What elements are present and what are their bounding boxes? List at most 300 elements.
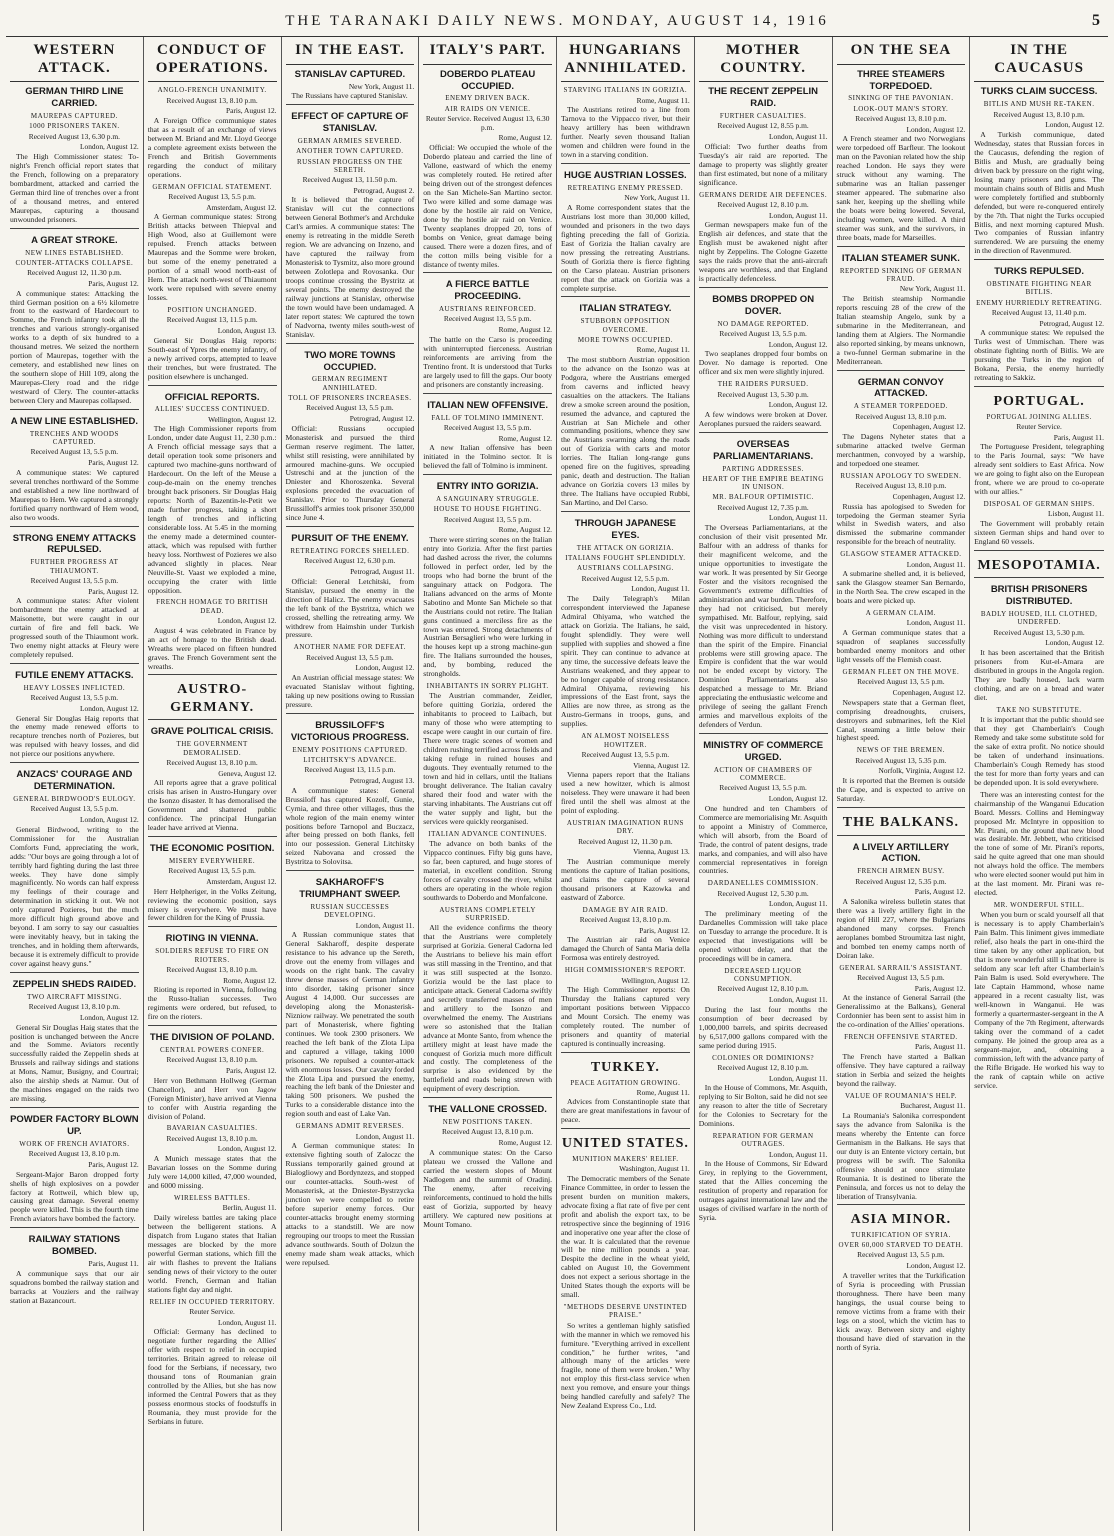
article-body: Russia has apologised to Sweden for torpedoing the German steamer Syria whilst in Swedish waters, and also dismissed the submarine commander responsible for the breach of neutrality. xyxy=(836,501,966,547)
article-headline: TURKS REPULSED. xyxy=(994,266,1084,278)
article xyxy=(974,259,1104,383)
article xyxy=(699,86,828,187)
column-title: WESTERN ATTACK. xyxy=(10,39,139,82)
article-headline: OFFICIAL REPORTS. xyxy=(164,391,260,403)
article xyxy=(148,1298,277,1427)
article-dateline: Copenhagen, August 12. xyxy=(892,422,966,432)
article xyxy=(974,901,1104,1090)
article-received-line: Received August 12, 8.10 p.m. xyxy=(717,984,809,994)
article-body: The preliminary meeting of the Dardanelles Commission will take place on Tuesday to arrange the procedure. It is expected that investigations will be opened without delay, and that the proceedings will be in camera. xyxy=(698,909,828,963)
article-headline: RIOTING IN VIENNA. xyxy=(165,933,259,945)
article-headline: AUSTRO-GERMANY. xyxy=(170,682,255,715)
article xyxy=(148,1194,277,1295)
article-subheading: THE RAIDERS PURSUED. xyxy=(717,380,809,389)
article-subheading: MR. WONDERFUL STILL. xyxy=(993,901,1085,910)
article-headline: BRUSSILOFF'S VICTORIOUS PROGRESS. xyxy=(290,719,409,743)
article-received-line: Received August 12, 6.30 p.m. xyxy=(304,556,396,566)
article-received-line: Received August 13, 5.5 p.m. xyxy=(719,783,807,793)
article-dateline: Vienna, August 13. xyxy=(633,847,690,857)
article xyxy=(10,86,139,224)
article-body: August 4 was celebrated in France by an act of homage to the British dead. Wreaths were placed on fifteen hundred graves. The French Government sent the wreaths. xyxy=(147,625,277,671)
article-received-line: Received August 13, 5.5 p.m. xyxy=(719,329,807,338)
article-body: A Turkish communique, dated Wednesday, states that Russian forces in the Caucasus, defending the region of Bitlis and Mush, are gradually being driven back by pressure on the right wing, losing many prisoners and guns. The mountain chains south of Bitlis and Mush were completely fortified and stubbornly defended, but were re-conquered entirely by the 7th. That night the Turks occupied Bitlis, and next morning captured Mush. Two companies of Russian infantry surrendered. We are pursuing the enemy in the direction of Ravenmured. xyxy=(974,129,1104,256)
article-body: Advices from Constantinople state that there are great manifestations in favour of peace. xyxy=(561,1097,690,1125)
article-headline: ANZACS' COURAGE AND DETERMINATION. xyxy=(16,769,133,793)
article-headline: RAILWAY STATIONS BOMBED. xyxy=(28,1234,121,1258)
article-body: Rioting is reported in Vienna, following the Russo-Italian successes. Two regiments were ordered, but refused, to fire on the rioters. xyxy=(147,985,277,1022)
article-headline: BRITISH PRISONERS DISTRIBUTED. xyxy=(990,584,1088,608)
article-dateline: London, August 12. xyxy=(80,1012,139,1022)
article-body: It is reported that the Bremen is outside the Cape, and is expected to arrive on Saturday. xyxy=(836,776,966,804)
article-dateline: Petrograd, August 13. xyxy=(349,775,415,785)
columns-grid xyxy=(6,37,1108,1531)
article xyxy=(286,69,415,102)
article xyxy=(10,228,139,406)
article-subheading: REPORTED SINKING OF GERMAN FRAUD. xyxy=(839,266,962,283)
article xyxy=(423,474,552,679)
column-6 xyxy=(695,37,833,1531)
article-subheading: DECREASED LIQUOR CONSUMPTION. xyxy=(724,966,802,984)
article-body: The British steamship Normandie reports rescuing 28 of the crew of the Italian steamship Angelo, sunk by a submarine in the Mediterranean, and landing them at Algiers. The Normandie also reported sinking, by means unknown, a two-funnel German submarine in the Mediterranean. xyxy=(836,293,966,366)
article xyxy=(974,500,1104,547)
article-subheading: GENERAL SARRAIL'S ASSISTANT. xyxy=(839,963,963,972)
article-dateline: Petrograd, August 2. xyxy=(353,185,415,195)
column-4 xyxy=(419,37,557,1531)
article-body: The Overseas Parliamentarians, at the conclusion of their visit presented Mr. Balfour with an address of thanks for their magnificent welcome, and the unique opportunities to investigate the war work. It was presented by Sir George Foster and the visitors recognised the Government's extreme difficulties of administration and war burden. Therefore, they had not criticised, but merely sympathised. Mr. Balfour, replying, said the visit was unprecedented in history. Nothing was more difficult to understand than the spirit of the Empire. Financial problems were still growing apace. The Empire is confident that the war would not be ended except by victory. The Dominion Parliamentarians also despatched a message to Mr. Briand appreciating the enthusiastic welcome and privilege of seeing the gallant French armies and marvellous exploits of the defenders of Verdun. xyxy=(698,523,828,730)
article-body: General Birdwood, writing to the Commissioner for the Australian Comforts Fund, appreciating the work, adds: "Our boys are going through a lot of terribly hard fighting during the last three weeks. They have done simply magnificently. No words can half express my feelings of their courage and determination in sticking it out. We not only captured Pozieres, but the much more difficult high ground above and beyond. I am sorry to say our casualties were inevitably heavy, but in taking the trenches, and in holding them afterwards, because it is extremely difficult to provide cover against heavy guns." xyxy=(10,824,139,969)
column-title: HUNGARIANS ANNIHILATED. xyxy=(561,39,690,82)
article-dateline: London, August 11. xyxy=(906,618,966,628)
article-received-line: Received August 12, 5.5 p.m. xyxy=(581,573,670,583)
article-dateline: Rome, August 12. xyxy=(498,325,552,335)
article-subheading: ENEMY DRIVEN BACK. xyxy=(445,94,531,103)
article-subheading: ALLIES' SUCCESS CONTINUED. xyxy=(154,405,270,414)
article xyxy=(837,1092,966,1202)
article xyxy=(561,163,690,293)
article xyxy=(561,906,690,964)
article-body: It is believed that the capture of Stanislav will cut the connections between General Bothmer's and Archduke Carl's armies. A communique states: The enemy is retreating in the middle Sereth region. We are advancing on Inzeno, and have captured the railway from Monasterisk to Tysmitz, also more ground between Zolotlepa and Rovosanka. Our troops continue crossing the Bystritz at several points. The enemy destroyed the railway junctions at Stanislav, otherwise the town would have been undamaged. A later report states: We captured the town of Nadvorna, twenty miles south-west of Stanislav. xyxy=(285,195,415,339)
article-dateline: Norfolk, Virginia, August 12. xyxy=(878,766,966,776)
article-dateline: Paris, August 12. xyxy=(914,887,966,897)
article-subheading: MISERY EVERYWHERE. xyxy=(169,856,256,865)
article xyxy=(699,380,828,429)
article-body: German newspapers make fun of the English air defences, and state that the English must be awakened night after night by Zeppelins. The Cologne Gazette says the raids prove that the anti-aircraft weapons are worthless, and that England is practically defenceless. xyxy=(698,220,828,284)
article-dateline: New York, August 11. xyxy=(899,284,966,294)
article-body: The Dagens Nyheter states that a submarine attacked twelve German merchantmen, convoyed by a warship, and torpedoed one steamer. xyxy=(836,432,966,468)
article-dateline: London, August 12. xyxy=(768,794,828,804)
article-dateline: Rome, August 12. xyxy=(498,1138,552,1148)
article xyxy=(699,1054,828,1129)
article-dateline: London, August 12. xyxy=(355,663,415,673)
article-subheading: HOUSE TO HOUSE FIGHTING. xyxy=(433,505,542,514)
article xyxy=(423,906,552,1095)
article-body: A communique says that our air squadrons bombed the railway station and barracks at Vouziers and the railway station at Bazancourt. xyxy=(10,1268,139,1305)
article-body: The High Commissioner reports: On Thursday the Italians captured very important positions between Vippacco and Mount Corsich. The enemy was completely routed. The number of prisoners and quantity of material captured is continually increasing. xyxy=(561,985,690,1049)
article-received-line: Received August 13, 5.30 p.m. xyxy=(717,389,809,399)
article-received-line: Received August 13, 8.10 p.m. xyxy=(166,964,258,974)
article-body: All the evidence confirms the theory that the Austrians were completely surprised at Gorizia. General Cadorna led the Austrians to believe his main effort was still massing in the Trentino, and that it was still suspected at the Isonzo. Gorizia would be the last place to anticipate attack. General Cadorna swiftly and secretly transferred masses of men and artillery to the Isonzo and overwhelmed the enemy. The Austrians were so astonished that the Italian advance at Monte Santo, from whence the artillery might at least have made the conquest of Gorizia much more difficult and costly. The completeness of the surprise is also evidenced by the battlefield and roads being strewn with equipment of every description. xyxy=(423,923,552,1094)
article-body: Two seaplanes dropped four bombs on Dover. No damage is reported. One officer and six men were slightly injured. xyxy=(698,349,828,377)
article-dateline: Paris, August 12. xyxy=(639,925,690,935)
article xyxy=(837,550,966,606)
article-received-line: Received August 13, 5.5 p.m. xyxy=(306,403,394,413)
article xyxy=(148,183,277,303)
article-body: When you burn or scald yourself all that is necessary is to apply Chamberlain's Pain Balm. This liniment gives immediate relief, also heals the part in one-third the time taken by any other application, but that is more wonderful still is that there is seldom any scar left after Chamberlain's Pain Balm is used. Sold everywhere. The late Captain Hammond, whose name appeared in a recent casualty list, was well-known in Wanganui. He was formerly a quartermaster-sergeant in the A Company of the 7th Regiment, afterwards taking over the command of a cadet company. He joined the group area as a sergeant-major, and, obtaining a commission, left with the advance party of the Rifle Brigade. He worked his way to the rank of captain while on active service. xyxy=(974,910,1104,1090)
article-received-line: Received August 13, 8.10 p.m. xyxy=(579,915,671,925)
article-dateline: Rome, August 12. xyxy=(498,433,552,443)
article xyxy=(10,762,139,969)
column-title: IN THE CAUCASUS xyxy=(974,39,1104,82)
article-dateline: Paris, August 12. xyxy=(914,983,966,993)
article-body: La Roumania's Salonika correspondent says the advance from Salonika is the means whereby the Entente can force Germanism in the Balkans. He says that our duty is an Entente victory certain, but progress will be swift. The Salonika offensive should at once stimulate Roumania. It is destined to liberate the Peninsula, and forces us not to delay the liberation of Transylvania. xyxy=(836,1110,966,1201)
masthead-title: THE TARANAKI DAILY NEWS. MONDAY, AUGUST 14, 1916 xyxy=(285,12,829,29)
article-subheading: REPARATION FOR GERMAN OUTRAGES. xyxy=(712,1132,814,1149)
article-subheading: ANOTHER TOWN CAPTURED. xyxy=(296,147,404,156)
article xyxy=(561,296,690,508)
article-dateline: Paris, August 11. xyxy=(915,1042,966,1052)
article-dateline: London, August 12. xyxy=(768,400,828,410)
article-subheading: GERMAN FLEET ON THE MOVE. xyxy=(842,667,960,676)
article-headline: POWDER FACTORY BLOWN UP. xyxy=(10,1114,139,1138)
article-dateline: Rome, August 11. xyxy=(636,345,690,355)
article-subheading: HIGH COMMISSIONER'S REPORT. xyxy=(564,966,686,975)
article xyxy=(837,1204,966,1352)
article-dateline: London, August 12. xyxy=(217,1144,277,1154)
article-received-line: Received August 13, 8.10 p.m. xyxy=(166,757,258,767)
article xyxy=(699,432,828,730)
article-headline: THE RECENT ZEPPELIN RAID. xyxy=(708,86,819,110)
article-body: A communique states: On the Carso plateau we crossed the Vallone and carried the western slopes of Mount Nadlogem and the summit of Oradinj. The enemy, after receiving reinforcements, continued to hold the hills east of Gorizia, supported by heavy artillery. We captured new positions at Mount Tomano. xyxy=(423,1147,552,1229)
article-dateline: Wellington, August 12. xyxy=(621,975,690,985)
article xyxy=(837,807,966,832)
article xyxy=(699,967,828,1051)
article-body: A Munich message states that the Bavarian losses on the Somme during July were 14,000 killed, 47,000 wounded, and 6000 missing. xyxy=(147,1154,277,1191)
article-subheading: NEWS OF THE BREMEN. xyxy=(856,746,945,755)
article-subheading: OBSTINATE FIGHTING NEAR BITLIS. xyxy=(986,280,1092,297)
article-subheading: OVER 60,000 STARVED TO DEATH. xyxy=(838,1241,964,1250)
article-headline: THE BALKANS. xyxy=(842,815,959,830)
article-received-line: Received August 13, 5.35 p.m. xyxy=(855,755,947,765)
article-dateline: Paris, August 12. xyxy=(225,106,277,116)
article-body: Herr Helpheriger, in the Volks Zeitung, reviewing the economic position, says misery is everywhere. We must have fewer children for the King of Prussia. xyxy=(147,886,277,923)
article-dateline: London, August 11. xyxy=(769,995,828,1005)
article-subheading: MUNITION MAKERS' RELIEF. xyxy=(572,1154,679,1163)
article-subheading: NEW LINES ESTABLISHED. xyxy=(25,248,124,257)
article xyxy=(837,1033,966,1089)
article-body: At the instance of General Sarrail (the Generalissimo at the Balkans), General Cordonnier has been sent to assist him in the co-ordination of the Allies' operations. xyxy=(836,993,966,1030)
article-subheading: GERMAN ARMIES SEVERED. xyxy=(297,137,402,145)
article-dateline: Paris, August 12. xyxy=(88,1159,139,1169)
article-received-line: Received August 13, 5.5 p.m. xyxy=(168,866,256,876)
column-5 xyxy=(557,37,695,1531)
article-dateline: London, August 12. xyxy=(1045,120,1104,130)
article-dateline: Rome, August 12. xyxy=(498,525,552,535)
article-dateline: London, August 12. xyxy=(906,124,966,134)
article-received-line: Received August 13, 11.50 p.m. xyxy=(302,175,398,184)
article-headline: TURKEY. xyxy=(590,1060,660,1075)
article-received-line: Received August 13, 5.5 p.m. xyxy=(30,447,119,457)
article xyxy=(837,668,966,743)
article xyxy=(423,1097,552,1229)
article-received-line: Received August 13, 8.10 p.m. xyxy=(166,1133,258,1143)
article-dateline: London, August 11. xyxy=(769,1073,828,1083)
article-body: It is important that the public should see that they get Chamberlain's Cough Remedy and take some substitute sold for the sake of extra profit. No notice should be taken of underhand insinuations. Chamberlain's Cough Remedy has stood the test for more than forty years and can be depended upon. It is sold everywhere. xyxy=(974,715,1104,787)
article-body: A communique states: After violent bombardment the enemy attacked at Maisonette, but were caught in our curtain of fire and fell back. We progressed south of the Thiaumont work. Two enemy night attacks at Fleury were completely repulsed. xyxy=(10,596,139,659)
article-dateline: London, August 12. xyxy=(80,142,139,152)
article xyxy=(286,104,415,339)
article xyxy=(286,643,415,710)
article-dateline: Bucharest, August 11. xyxy=(900,1101,966,1111)
article-received-line: Received August 13, 5.5 p.m. xyxy=(443,314,532,324)
article-received-line: Received August 13, 8.10 p.m. xyxy=(166,95,258,105)
article xyxy=(974,791,1104,898)
article-received-line: Received August 13, 5.30 p.m. xyxy=(993,627,1085,637)
article xyxy=(837,246,966,367)
article-headline: ITALIAN STRATEGY. xyxy=(579,303,672,315)
article-body: Newspapers state that a German fleet, comprising dreadnoughts, cruisers, destroyers and submarines, left the Kiel Canal, steaming a little below their highest speed. xyxy=(836,697,966,743)
article-received-line: Received August 13, 8.10 p.m. xyxy=(855,481,947,491)
article-received-line: Received August 13, 5.5 p.m. xyxy=(443,514,532,524)
article-received-line: Reuter Service. xyxy=(189,1306,235,1316)
article-subheading: STARVING ITALIANS IN GORIZIA. xyxy=(563,86,688,95)
article-dateline: Berlin, August 11. xyxy=(222,1203,277,1213)
article-body: The Austrian commander, Zeidler, before quitting Gorizia, ordered the inhabitants to proceed to Laibach, but many of those who were attempting to escape were caught in our curtain of fire. There were tragic scenes of women and children rushing terrified across fields and taking refuge in ruined houses and dugouts. They eventually returned to the town and hid in cellars, until the Italians brought deliverance. The Italian cavalry shared their food and water with the starving inhabitants. The Austrians cut off the water supply and light, but the services were quickly reorganised. xyxy=(423,691,552,826)
article xyxy=(837,609,966,665)
article-headline: PURSUIT OF THE ENEMY. xyxy=(291,533,409,545)
article xyxy=(699,733,828,876)
article-received-line: Received August 13, 11.5 p.m. xyxy=(304,765,396,775)
article-body: Sergeant-Major Baron dropped forty shells of high explosives on a powder factory at Rottweil, which blew up, causing great damage. Several enemy people were killed. This is the fourth time French aviators have bombed the factory. xyxy=(10,1169,139,1224)
column-title: ITALY'S PART. xyxy=(423,39,552,65)
article-subheading: WORK OF FRENCH AVIATORS. xyxy=(19,1139,130,1148)
article-headline: UNITED STATES. xyxy=(561,1136,689,1152)
article-subheading: HEART OF THE EMPIRE BEATING IN UNISON. xyxy=(702,474,824,492)
article-subheading: ANGLO-FRENCH UNANIMITY. xyxy=(157,86,267,95)
article-headline: GERMAN CONVOY ATTACKED. xyxy=(857,376,944,400)
article-body: Herr von Bethmann Hollweg (German Chancellor), and Herr von Jagow (Foreign Minister), have arrived at Vienna to confer with Austria regarding the division of Poland. xyxy=(147,1075,277,1121)
article xyxy=(561,966,690,1049)
article-subheading: FALL OF TOLMINO IMMINENT. xyxy=(431,413,544,422)
article-dateline: London, August 11. xyxy=(355,920,415,930)
article-subheading: AUSTRIANS COMPLETELY SURPRISED. xyxy=(439,905,536,922)
article-subheading: AN ALMOST NOISELESS HOWITZER. xyxy=(581,732,670,749)
article-subheading: GENERAL BIRDWOOD'S EULOGY. xyxy=(13,795,136,804)
article xyxy=(837,835,966,961)
article-dateline: Rome, August 11. xyxy=(636,95,690,105)
article-headline: TWO MORE TOWNS OCCUPIED. xyxy=(304,349,396,373)
article-subheading: AUSTRIAN IMAGINATION RUNS DRY. xyxy=(566,819,684,836)
article-body: Official: Two further deaths from Tuesday's air raid are reported. The damage to property was slightly greater than first estimated, but none of a military significance. xyxy=(698,141,828,187)
article-body: The High Commissioner reports from London, under date August 11, 2.30 p.m.: A French official message says that a detail operation took some prisoners and captured two machine-guns northward of Hardecourt. On the left of the Meuse a coup-de-main on the enemy trenches brought back prisoners. Sir Douglas Haig reports: North of Bazentin-le-Petit we made further progress, taking a short length of trenches and inflicting considerable loss. At 5.45 in the morning the enemy made a determined counter-attack, which was repulsed with further heavy loss. Northwest of Pozieres we also advanced slightly in places. Near Neuville-St. Vaast we exploded a mine, occupying the crater with little opposition. xyxy=(147,424,277,595)
article-body: Daily wireless battles are taking place between the belligerent stations. A dispatch from Lugano states that Italian messages are blocked by the more powerful German stations, which fill the air with flashes to prevent the Italians sending news of their victory to the outer world. French, German and Italian stations fight day and night. xyxy=(147,1212,277,1294)
article xyxy=(699,879,828,963)
article-subheading: PORTUGAL JOINING ALLIES. xyxy=(986,412,1092,421)
article-headline: OVERSEAS PARLIAMENTARIANS. xyxy=(713,438,814,462)
article-body: The advance on both banks of the Vippacco continues. Fifty big guns have, so far, been captured, and huge stores of material, in excellent condition. Strong forces of cavalry crossed the river, whilst others are operating in the whole region southwards to Doberdo and Monfalcone. xyxy=(423,839,552,902)
article-headline: MESOPOTAMIA. xyxy=(977,557,1101,573)
column-title: MOTHER COUNTRY. xyxy=(699,39,828,82)
article-dateline: Paris, August 12. xyxy=(88,458,139,468)
article-received-line: Received August 13, 11.40 p.m. xyxy=(991,307,1087,317)
article-subheading: TOLL OF PRISONERS INCREASES. xyxy=(288,393,412,402)
article xyxy=(974,577,1104,702)
article xyxy=(974,386,1104,497)
article-subheading: DISPOSAL OF GERMAN SHIPS. xyxy=(983,500,1095,509)
article-body: The Portuguese President, telegraphing to the Paris Journal, says: "We have already sent soldiers to East Africa. Now we are going to fight also on the European front, where we are proud to co-operate with our allies." xyxy=(974,442,1104,497)
article-dateline: Petrograd, August 12. xyxy=(349,413,415,423)
article-dateline: London, August 12. xyxy=(906,1261,966,1271)
article xyxy=(561,1052,690,1125)
article-headline: SAKHAROFF'S TRIUMPHANT SWEEP. xyxy=(299,877,401,901)
article-dateline: Vienna, August 12. xyxy=(633,760,690,770)
article-received-line: Received August 13, 5.5 p.m. xyxy=(306,652,394,662)
article xyxy=(286,1122,415,1267)
article-subheading: FURTHER PROGRESS AT THIAUMONT. xyxy=(30,558,119,575)
article-subheading: RUSSIAN PROGRESS ON THE SERETH. xyxy=(297,157,403,174)
article-received-line: Received August 13, 8.10 p.m. xyxy=(166,1055,258,1065)
article-headline: GRAVE POLITICAL CRISIS. xyxy=(150,726,274,738)
article-received-line: Received August 13, 5.5 p.m. xyxy=(30,575,119,585)
article-subheading: LITCHITSKY'S ADVANCE. xyxy=(303,755,397,764)
article-subheading: CENTRAL POWERS CONFER. xyxy=(159,1045,265,1054)
article-subheading: ACTION OF CHAMBERS OF COMMERCE. xyxy=(713,765,813,783)
article-subheading: PARTING ADDRESSES. xyxy=(722,464,804,473)
article-dateline: Amsterdam, August 12. xyxy=(206,876,277,886)
article-body: Official: Germany has declined to negotiate further regarding the Allies' offer with respect to relief in occupied territories. Britain agreed to release oil food for the Serbians, if necessary, two thousand tons of Roumanian grain controlled by the Allies, but she has now informed the Central Powers that as they possess enormous stocks of foodstuffs in Roumania, they must provide for the Serbians in future. xyxy=(147,1327,277,1426)
article-dateline: Washington, August 11. xyxy=(619,1164,690,1174)
article-body: A Rome correspondent states that the Austrians lost more than 30,000 killed, wounded and prisoners in the two days fighting preceding the fall of Gorizia. East of Gorizia the Italian cavalry are now pressing the retreating Austrians. South of Gorizia there is fierce fighting on the Carso plateau. Austrian prisoners report that the attack on Gorizia was a complete surprise. xyxy=(561,202,690,293)
article-received-line: Reuter Service. xyxy=(1016,421,1062,431)
article xyxy=(561,1303,690,1411)
article-subheading: GERMANS ADMIT REVERSES. xyxy=(295,1122,405,1131)
article-dateline: Paris, August 12. xyxy=(88,278,139,288)
article-received-line: Received August 12, 11.30 p.m. xyxy=(578,836,673,846)
article-received-line: Received August 13, 8.10 p.m. xyxy=(28,1149,120,1159)
article xyxy=(699,1132,828,1223)
article-dateline: London, August 12. xyxy=(217,615,277,625)
article xyxy=(699,191,828,284)
article-dateline: Paris, August 12. xyxy=(88,586,139,596)
article xyxy=(10,1227,139,1305)
article-subheading: GERMAN OFFICIAL STATEMENT. xyxy=(152,182,272,191)
article-dateline: London, August 12. xyxy=(80,703,139,713)
article-received-line: Reuter Service. Received August 13, 6.30 p.m. xyxy=(425,113,550,132)
article-received-line: Received August 13, 11.5 p.m. xyxy=(166,315,258,325)
article xyxy=(837,964,966,1031)
article-received-line: Received August 12, 11.30 p.m. xyxy=(27,268,122,278)
article-dateline: London, August 11. xyxy=(769,132,828,142)
article xyxy=(561,511,690,729)
article-subheading: RELIEF IN OCCUPIED TERRITORY. xyxy=(149,1297,275,1306)
article xyxy=(10,526,139,660)
article-body: A traveller writes that the Turkification of Syria is proceeding with Prussian thoroughness. There have been many hangings, the usual course being to remove victims from a frame with their legs on a stool, which the victim has to kick away. Between sixty and eighty thousand have died of starvation in the north of Syria. xyxy=(836,1270,966,1352)
article-subheading: GERMANS DERIDE AIR DEFENCES. xyxy=(699,190,828,199)
article-headline: ITALIAN NEW OFFENSIVE. xyxy=(427,399,548,411)
article xyxy=(837,746,966,804)
article-dateline: London, August 11. xyxy=(355,1131,415,1141)
article-dateline: Paris, August 11. xyxy=(1053,432,1104,442)
article xyxy=(10,663,139,759)
article-received-line: Received August 12, 5.35 p.m. xyxy=(855,876,947,886)
article-body: The Austrian air raid on Venice damaged the Church of Santa Maria della Formosa was entirely destroyed. xyxy=(561,935,690,963)
article-subheading: INHABITANTS IN SORRY PLIGHT. xyxy=(426,682,549,691)
article-dateline: Paris, August 11. xyxy=(88,1259,139,1269)
article-subheading: AUSTRIANS COLLAPSING. xyxy=(576,564,674,573)
article-subheading: DAMAGE BY AIR RAID. xyxy=(582,905,669,914)
article xyxy=(10,409,139,523)
article-dateline: London, August 12. xyxy=(80,815,139,824)
article-dateline: New York, August 11. xyxy=(348,81,415,91)
article xyxy=(148,86,277,179)
article-headline: BOMBS DROPPED ON DOVER. xyxy=(712,294,815,317)
article-body: A French steamer and two Norwegians were torpedoed off Barfleur. The lookout man on the Pavonian related how the ship reached London. He says they were struck without any warning. The submarine was an Italian passenger steamer appeared. The submarine also sank her, keeping up the shelling while the boats were being lowered. Several, including women, were killed. A third steamer was sunk, and the survivors, in three boats, made for Marseilles. xyxy=(836,134,966,242)
article-subheading: RETREATING FORCES SHELLED. xyxy=(290,547,410,556)
article xyxy=(148,836,277,923)
article xyxy=(423,69,552,270)
article-body: In the House of Commons, Sir Edward Grey, in replying to the Government, stated that the Allies concerning the restitution of property and reparation for outrages against international law and the usages of civilised warfare in the north of Syria. xyxy=(698,1159,828,1223)
article-subheading: 1000 PRISONERS TAKEN. xyxy=(29,122,120,131)
article-body: A few windows were broken at Dover. Aeroplanes pursued the raiders seaward. xyxy=(698,410,828,428)
article-subheading: A SANGUINARY STRUGGLE. xyxy=(436,495,540,503)
article-subheading: HEAVY LOSSES INFLICTED. xyxy=(23,683,126,692)
article-received-line: Received August 12, 8.10 p.m. xyxy=(717,199,809,209)
article-received-line: Received August 13, 8.10 p.m. xyxy=(442,1127,534,1137)
article xyxy=(148,598,277,671)
article xyxy=(699,287,828,377)
article-dateline: Lisbon, August 11. xyxy=(1048,509,1104,519)
article-body: An Austrian official message states: We evacuated Stanislav without fighting, taking up new positions owing to Russian pressure. xyxy=(285,673,415,710)
article-body: A communique states: General Brussiloff has captured Kozolf, Gunie, Cyrnia, and three other villages, thus the whole region of the main enemy winter positions before Tarnopol and Buczacz, after being pressed on both flanks, fell into our possession. General Litchitsky seized Nabovana and crossed the Bystritza to Solovitsa. xyxy=(285,785,415,867)
article-body: In the House of Commons, Mr. Asquith, replying to Sir Bolton, said he did not see any reason to alter the title of Secretary for the Colonies to Secretary for the Dominions. xyxy=(698,1083,828,1129)
article-received-line: Received August 13, 5.5 p.m. xyxy=(30,693,119,703)
article-subheading: RETREATING ENEMY PRESSED. xyxy=(567,183,684,192)
article-body: The Russians have captured Stanislav. xyxy=(291,91,408,101)
article xyxy=(286,343,415,523)
article-received-line: Received August 13, 5.5 p.m. xyxy=(857,677,945,687)
article-dateline: Rome, August 11. xyxy=(636,1087,690,1097)
article-dateline: Petrograd, August 12. xyxy=(1039,318,1104,328)
article-subheading: NEW POSITIONS TAKEN. xyxy=(442,1118,533,1127)
article xyxy=(974,550,1104,575)
article-dateline: Copenhagen, August 12. xyxy=(892,491,966,501)
article-body: A communique states: Attacking the third German position on a 6½ kilometre front to the eastward of Hardecourt to Somme, the French infantry took all the trenches and various strongly-organised works to a depth of six hundred to a thousand metres. We seized the northern portion of Maurepas, together with the cemetery, and established new lines on the southern slope of Hill 109, along the Maurepas-Clery road and the ridge westward of Clery. The counter-attacks between Clery and Maurepas collapsed. xyxy=(10,288,139,405)
article xyxy=(561,819,690,903)
column-7 xyxy=(833,37,971,1531)
article-dateline: Paris, August 12. xyxy=(225,1065,277,1075)
article-dateline: Rome, August 12. xyxy=(498,133,552,143)
article-subheading: COUNTER-ATTACKS COLLAPSE. xyxy=(15,258,134,267)
article-subheading: TURKIFICATION OF SYRIA. xyxy=(850,1230,951,1239)
article xyxy=(974,86,1104,256)
article-received-line: Received August 13, 5.5 p.m. xyxy=(30,804,119,814)
article xyxy=(148,719,277,833)
article-headline: A FIERCE BATTLE PROCEEDING. xyxy=(445,279,530,303)
article-subheading: TWO AIRCRAFT MISSING. xyxy=(27,992,122,1001)
article-body: A communique states: We repulsed the Turks west of Ummischan. There was obstinate fighting north of Bitlis. We are pursuing the Turks in the region of Bokana, Persia, the enemy hurriedly retreating to Sakkiz. xyxy=(974,328,1104,383)
article-headline: THE ECONOMIC POSITION. xyxy=(149,843,275,855)
article-subheading: NO DAMAGE REPORTED. xyxy=(717,319,809,328)
article-body: A submarine shelled and, it is believed, sank the Glasgow steamer San Bernardo, in the North Sea. The crew escaped in the boats and were picked up. xyxy=(836,569,966,606)
article-headline: HUGE AUSTRIAN LOSSES. xyxy=(564,170,687,182)
article-subheading: POSITION UNCHANGED. xyxy=(167,306,257,315)
article-body: The Austrians retired to a line from Tarnova to the Vippacco river, but their heavy artillery has been withdrawn further. Nearly seven thousand Italian women and children were found in the town in a starving condition. xyxy=(561,105,690,160)
article xyxy=(286,713,415,867)
article-subheading: BADLY HOUSED, ILL CLOTHED, UNDERFED. xyxy=(980,610,1098,627)
article-body: The Democratic members of the Senate Finance Committee, in order to lessen the present burden on munition makers, advocate fixing a flat rate of five per cent profit and abolish the export tax, to be retrospective since the beginning of 1916 and inoperative one year after the close of the war. It is calculated that the revenue will be nine million pounds a year. Despite the decline in the wheat yield, cabled on August 10, the Government does not expect a serious shortage in the United States though the exports will be small. xyxy=(561,1173,690,1300)
article-subheading: VALUE OF ROUMANIA'S HELP. xyxy=(845,1091,957,1100)
article-received-line: Received August 13, 8.10 p.m. xyxy=(855,411,947,421)
article-headline: ZEPPELIN SHEDS RAIDED. xyxy=(12,978,137,990)
